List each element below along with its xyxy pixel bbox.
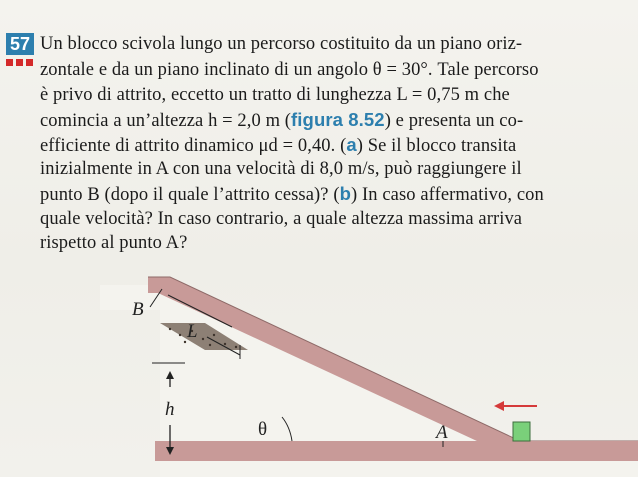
figure-inclined-plane	[0, 265, 638, 477]
floor-surface	[155, 441, 638, 461]
problem-text-line: rispetto al punto A?	[40, 233, 188, 253]
difficulty-dot	[16, 59, 23, 66]
problem-text-line: zontale e da un piano inclinato di un angolo θ = 30°. Tale percorso	[40, 60, 539, 80]
difficulty-indicator	[6, 59, 33, 66]
difficulty-dot	[26, 59, 33, 66]
label-A: A	[436, 422, 448, 443]
problem-text-line: efficiente di attrito dinamico μd = 0,40. (a) Se il blocco transita	[40, 134, 517, 156]
label-theta: θ	[258, 419, 268, 440]
difficulty-dot	[6, 59, 13, 66]
problem-text-line: Un blocco scivola lungo un percorso costituito da un piano oriz-	[40, 34, 523, 54]
problem-text-line: comincia a un’altezza h = 2,0 m (figura 8.52) e presenta un co-	[40, 109, 524, 131]
problem-text-line: punto B (dopo il quale l’attrito cessa)? (b) In caso affermativo, con	[40, 183, 544, 205]
label-L: L	[187, 321, 198, 342]
problem-text-line: inizialmente in A con una velocità di 8,0 m/s, può raggiungere il	[40, 159, 522, 179]
label-B: B	[132, 299, 144, 320]
velocity-arrowhead	[494, 401, 504, 411]
problem-number: 57	[6, 33, 34, 55]
problem-text-line: quale velocità? In caso contrario, a quale altezza massima arriva	[40, 209, 523, 229]
label-h: h	[165, 399, 175, 420]
figure-reference: figura 8.52	[291, 109, 385, 130]
problem-text-line: è privo di attrito, eccetto un tratto di lunghezza L = 0,75 m che	[40, 85, 510, 105]
part-b-marker: b	[339, 183, 352, 204]
sliding-block	[513, 422, 530, 441]
part-a-marker: a	[346, 134, 357, 155]
